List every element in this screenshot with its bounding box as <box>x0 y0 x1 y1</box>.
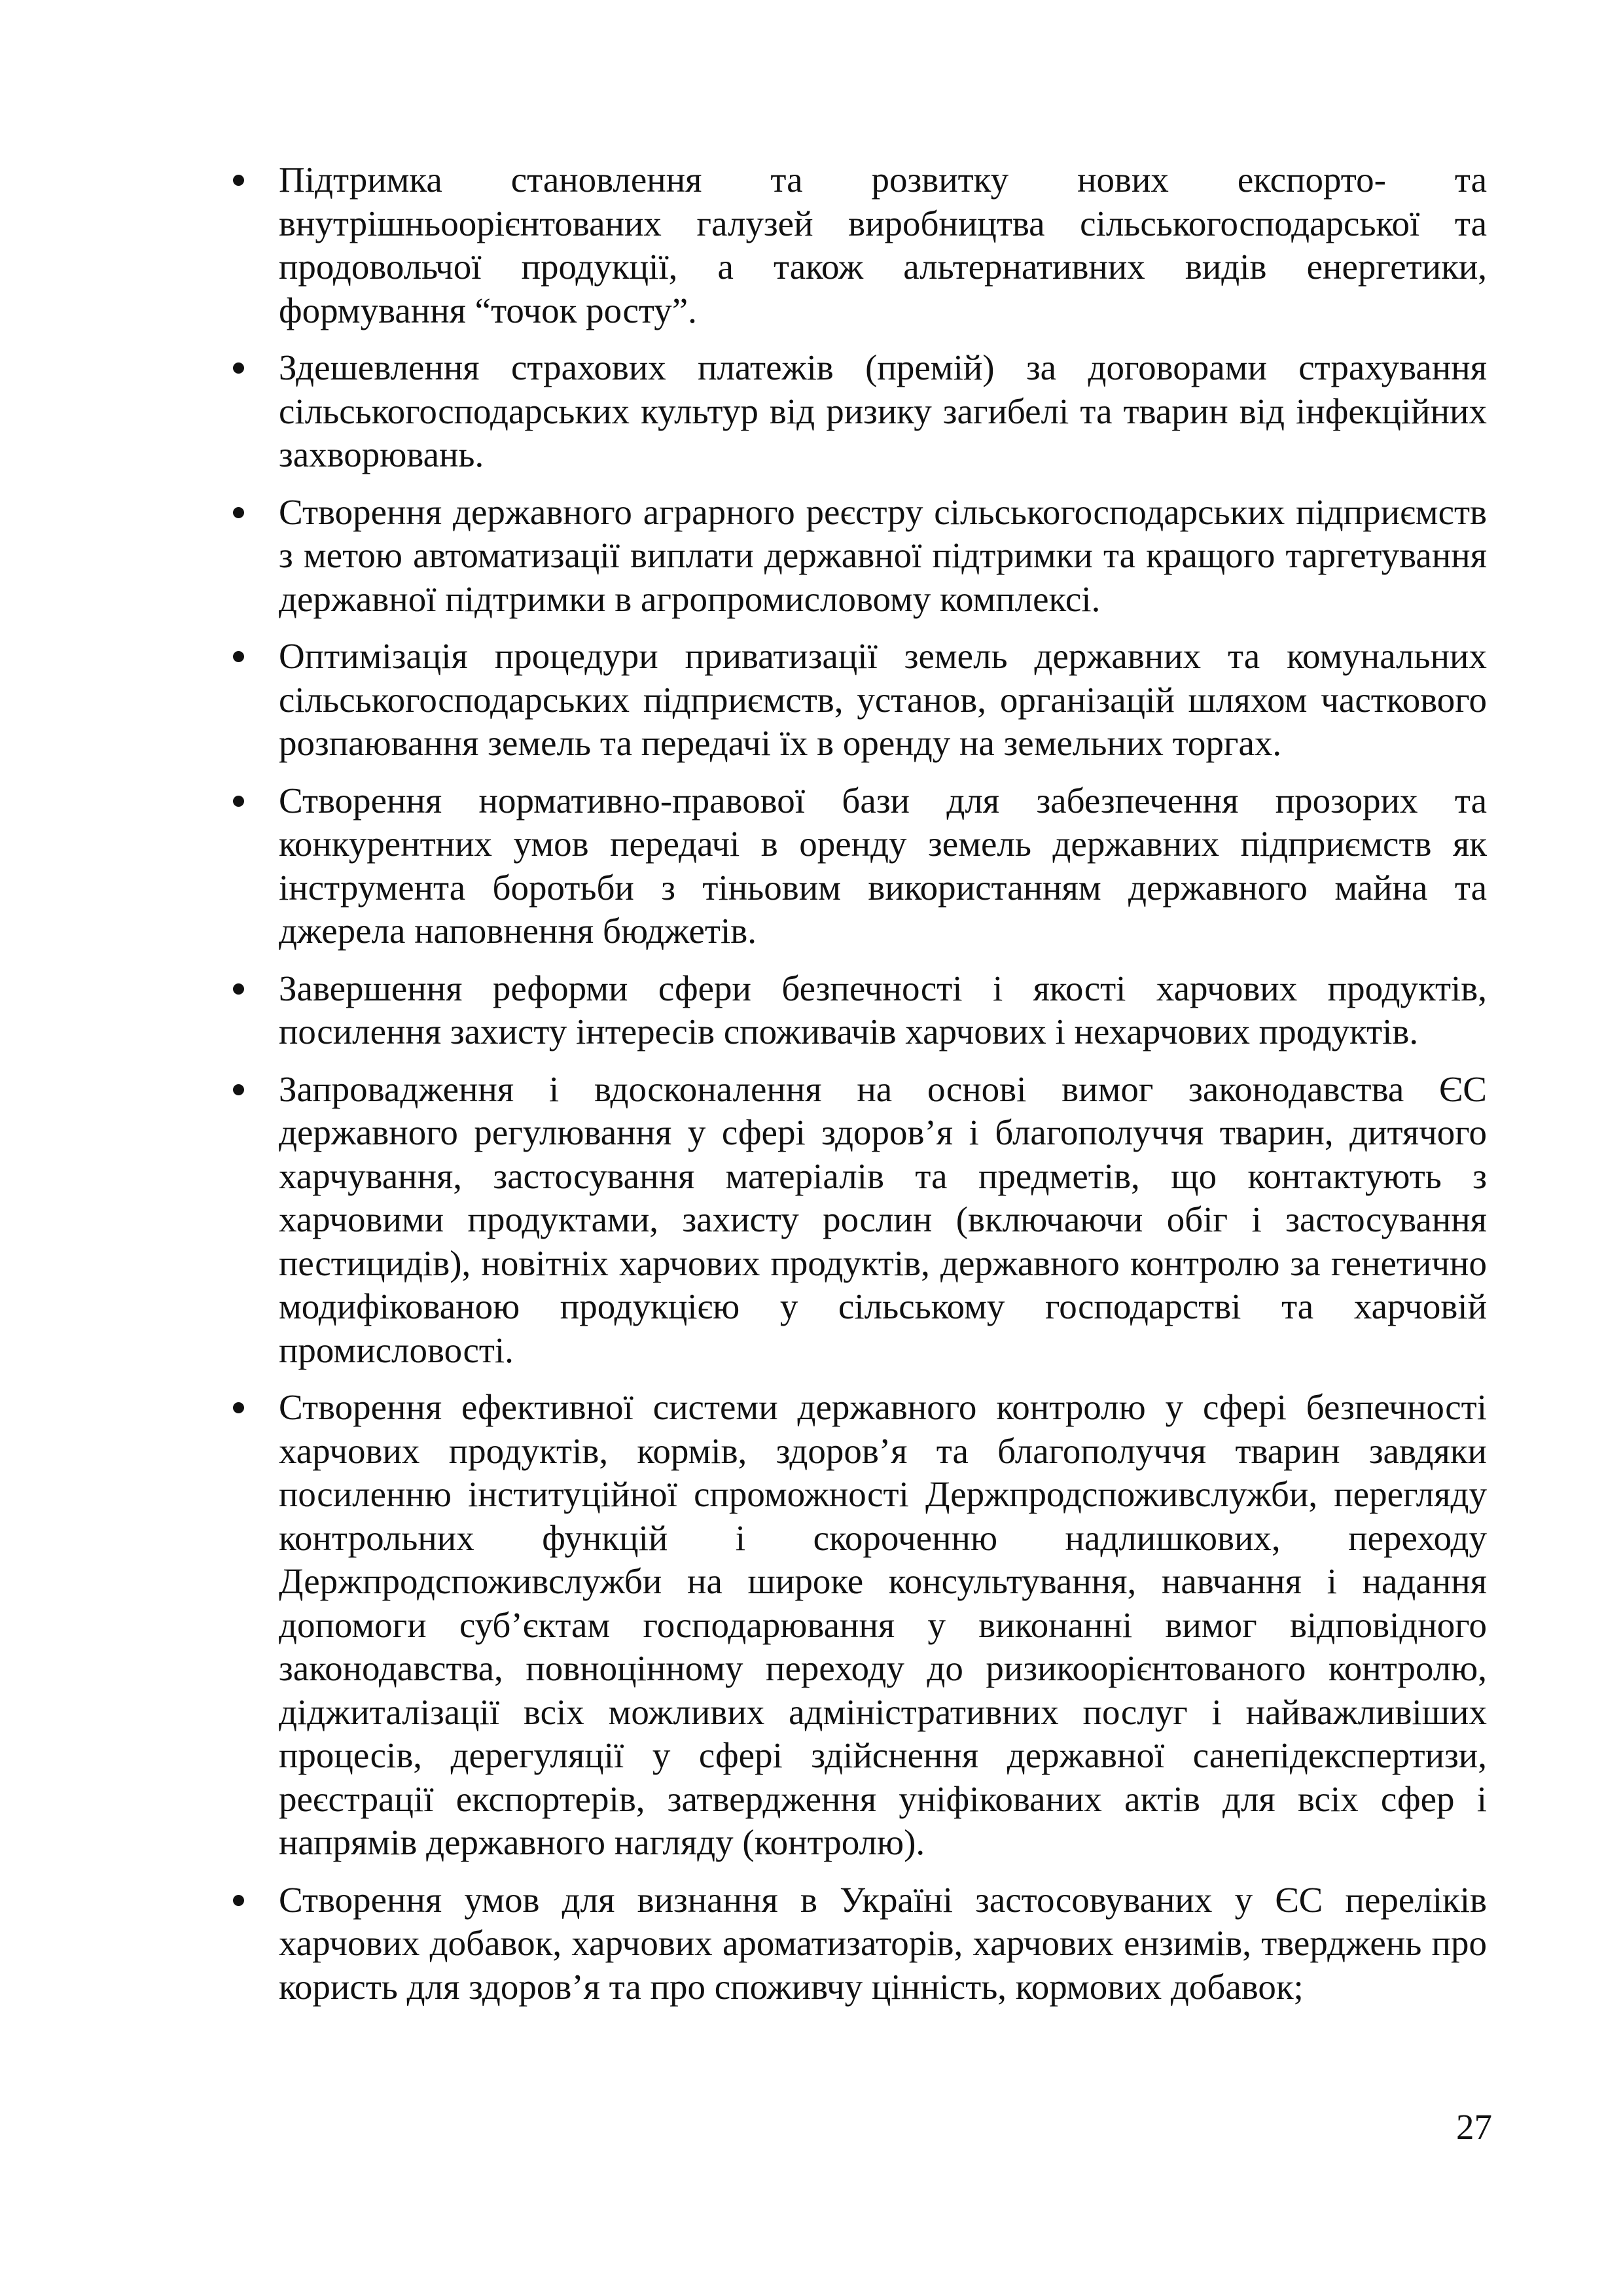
bullet-icon <box>233 175 244 186</box>
list-item <box>230 346 1487 477</box>
list-item-text: Завершення реформи сфери безпечності і якості харчових продуктів, посилення захисту інтересів споживачів харчових і нехарчових продуктів. <box>279 968 1487 1051</box>
list-item-text: Підтримка становлення та розвитку нових експорто- та внутрішньоорієнтованих галузей виробництва сільськогосподарської та продовольчої продукції, а також альтернативних видів енергетики, формування “точок росту”. <box>279 160 1487 330</box>
list-item-text: Створення ефективної системи державного контролю у сфері безпечності харчових продуктів, кормів, здоров’я та благополуччя тварин завдяки посиленню інституційної спроможності Держпродспоживслужби, перегляду контрольних функцій і скороченню надлишкових, переходу Держпродспоживслужби на широке консультування, навчання і надання допомоги суб’єктам господарювання у виконанні вимог відповідного законодавства, повноцінному переходу до ризикоорієнтованого контролю, діджиталізації всіх можливих адміністративних послуг і найважливіших процесів, дерегуляції у сфері здійснення державної санепідекспертизи, реєстрації експортерів, затвердження уніфікованих актів для всіх сфер і напрямів державного нагляду (контролю). <box>279 1387 1487 1862</box>
list-item <box>230 1386 1487 1865</box>
list-item-text: Оптимізація процедури приватизації земель державних та комунальних сільськогосподарських підприємств, установ, організацій шляхом часткового розпаювання земель та передачі їх в оренду на земельних торгах. <box>279 636 1487 763</box>
bullet-icon <box>233 983 244 995</box>
list-item <box>230 158 1487 332</box>
bullet-icon <box>233 1084 244 1095</box>
bullet-icon <box>233 651 244 662</box>
bullet-icon <box>233 1402 244 1413</box>
list-item-text: Здешевлення страхових платежів (премій) за договорами страхування сільськогосподарських культур від ризику загибелі та тварин від інфекційних захворювань. <box>279 347 1487 474</box>
bullet-icon <box>233 362 244 374</box>
bullet-icon <box>233 507 244 518</box>
list-item <box>230 491 1487 622</box>
list-item-text: Створення нормативно-правової бази для забезпечення прозорих та конкурентних умов передачі в оренду земель державних підприємств як інструмента боротьби з тіньовим використанням державного майна та джерела наповнення бюджетів. <box>279 780 1487 951</box>
page-number: 27 <box>1456 2107 1492 2147</box>
list-item <box>230 1879 1487 2009</box>
list-item <box>230 635 1487 766</box>
list-item <box>230 779 1487 953</box>
bullet-icon <box>233 1895 244 1906</box>
bullet-icon <box>233 796 244 807</box>
list-item-text: Створення умов для визнання в Україні застосовуваних у ЄС переліків харчових добавок, харчових ароматизаторів, харчових ензимів, тверджень про користь для здоров’я та про споживчу цінність, кормових добавок; <box>279 1879 1487 2007</box>
bullet-list <box>230 158 1487 2022</box>
list-item-text: Запровадження і вдосконалення на основі вимог законодавства ЄС державного регулювання у сфері здоров’я і благополуччя тварин, дитячого харчування, застосування матеріалів та предметів, що контактують з харчовими продуктами, захисту рослин (включаючи обіг і застосування пестицидів), новітніх харчових продуктів, державного контролю за генетично модифікованою продукцією у сільському господарстві та харчовій промисловості. <box>279 1069 1487 1370</box>
list-item <box>230 1068 1487 1373</box>
list-item <box>230 967 1487 1054</box>
list-item-text: Створення державного аграрного реєстру сільськогосподарських підприємств з метою автоматизації виплати державної підтримки та кращого таргетування державної підтримки в агропромисловому комплексі. <box>279 491 1487 619</box>
